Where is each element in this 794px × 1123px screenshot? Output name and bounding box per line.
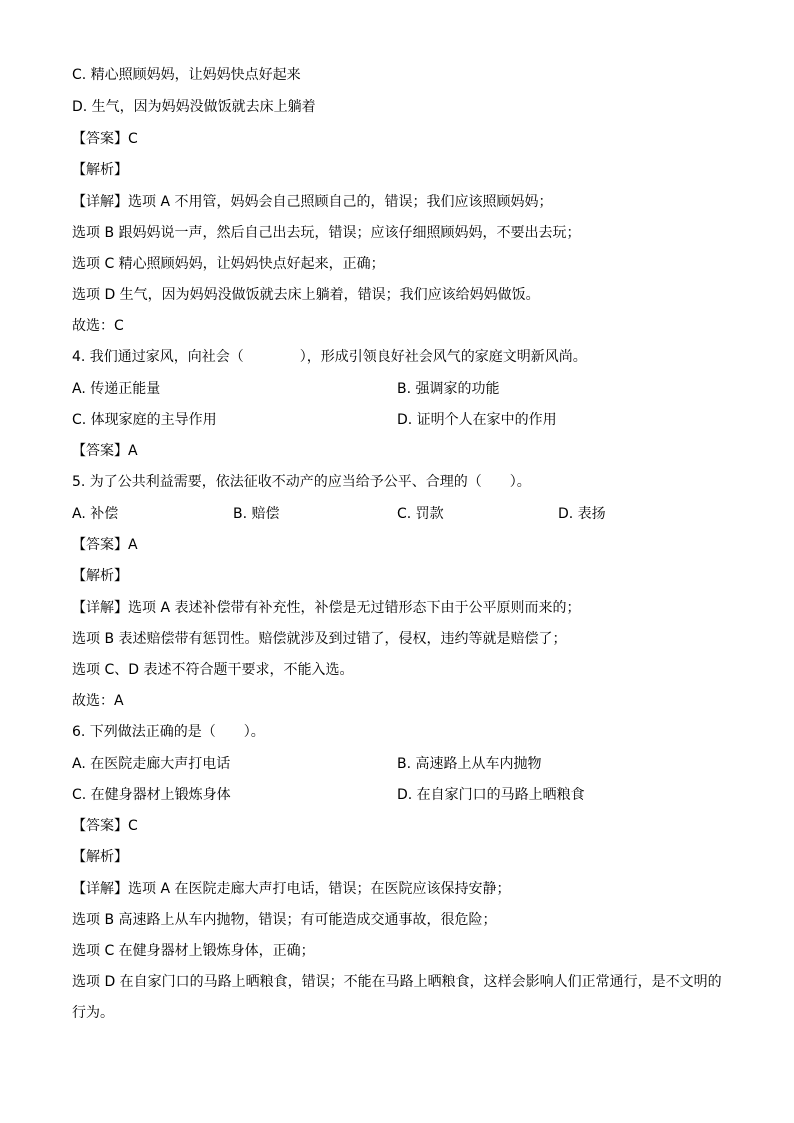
q5-option-d: D. 表扬 [558, 506, 606, 522]
q5-detail-line: 选项 C、D 表述不符合题干要求，不能入选。 [72, 662, 354, 678]
q6-detail-line: 选项 B 高速路上从车内抛物，错误；有可能造成交通事故，很危险； [72, 912, 497, 928]
q4-stem: 4. 我们通过家风，向社会（ ），形成引领良好社会风气的家庭文明新风尚。 [72, 349, 587, 365]
q4-option-c: C. 体现家庭的主导作用 [72, 412, 217, 428]
q3-option-d: D. 生气，因为妈妈没做饭就去床上躺着 [72, 99, 316, 115]
q3-detail-line: 【详解】选项 A 不用管，妈妈会自己照顾自己的，错误；我们应该照顾妈妈； [72, 194, 553, 210]
q4-answer: 【答案】A [72, 443, 138, 459]
q3-option-c: C. 精心照顾妈妈，让妈妈快点好起来 [72, 67, 301, 83]
q6-answer: 【答案】C [72, 818, 138, 834]
q5-stem: 5. 为了公共利益需要，依法征收不动产的应当给予公平、合理的（ ）。 [72, 474, 531, 490]
q5-option-c: C. 罚款 [397, 506, 444, 522]
q6-detail-line-continued: 行为。 [72, 1005, 114, 1021]
q6-option-b: B. 高速路上从车内抛物 [397, 756, 542, 772]
q4-option-b: B. 强调家的功能 [397, 381, 500, 397]
q5-analysis-heading: 【解析】 [72, 568, 128, 584]
q6-detail-line: 选项 C 在健身器材上锻炼身体，正确； [72, 943, 315, 959]
q3-detail-line: 选项 D 生气，因为妈妈没做饭就去床上躺着，错误；我们应该给妈妈做饭。 [72, 287, 540, 303]
q5-detail-line: 选项 B 表述赔偿带有惩罚性。赔偿就涉及到过错了，侵权，违约等就是赔偿了； [72, 631, 567, 647]
q6-detail-line: 选项 D 在自家门口的马路上晒粮食，错误；不能在马路上晒粮食，这样会影响人们正常通行，是不文明的 [72, 974, 722, 990]
q3-analysis-heading: 【解析】 [72, 162, 128, 178]
q4-option-d: D. 证明个人在家中的作用 [397, 412, 557, 428]
q3-detail-line: 选项 C 精心照顾妈妈，让妈妈快点好起来，正确； [72, 256, 385, 272]
q6-detail-line: 【详解】选项 A 在医院走廊大声打电话，错误；在医院应该保持安静； [72, 881, 511, 897]
q6-option-c: C. 在健身器材上锻炼身体 [72, 787, 231, 803]
q5-option-b: B. 赔偿 [233, 506, 280, 522]
q3-detail-line: 选项 B 跟妈妈说一声，然后自己出去玩，错误；应该仔细照顾妈妈，不要出去玩； [72, 225, 581, 241]
q6-option-a: A. 在医院走廊大声打电话 [72, 756, 231, 772]
q5-answer: 【答案】A [72, 537, 138, 553]
q5-option-a: A. 补偿 [72, 506, 119, 522]
q3-choice: 故选：C [72, 318, 124, 334]
q5-choice: 故选：A [72, 693, 124, 709]
q6-analysis-heading: 【解析】 [72, 849, 128, 865]
q3-answer: 【答案】C [72, 131, 138, 147]
q6-stem: 6. 下列做法正确的是（ ）。 [72, 724, 265, 740]
q6-option-d: D. 在自家门口的马路上晒粮食 [397, 787, 585, 803]
q4-option-a: A. 传递正能量 [72, 381, 161, 397]
q5-detail-line: 【详解】选项 A 表述补偿带有补充性，补偿是无过错形态下由于公平原则而来的； [72, 600, 581, 616]
